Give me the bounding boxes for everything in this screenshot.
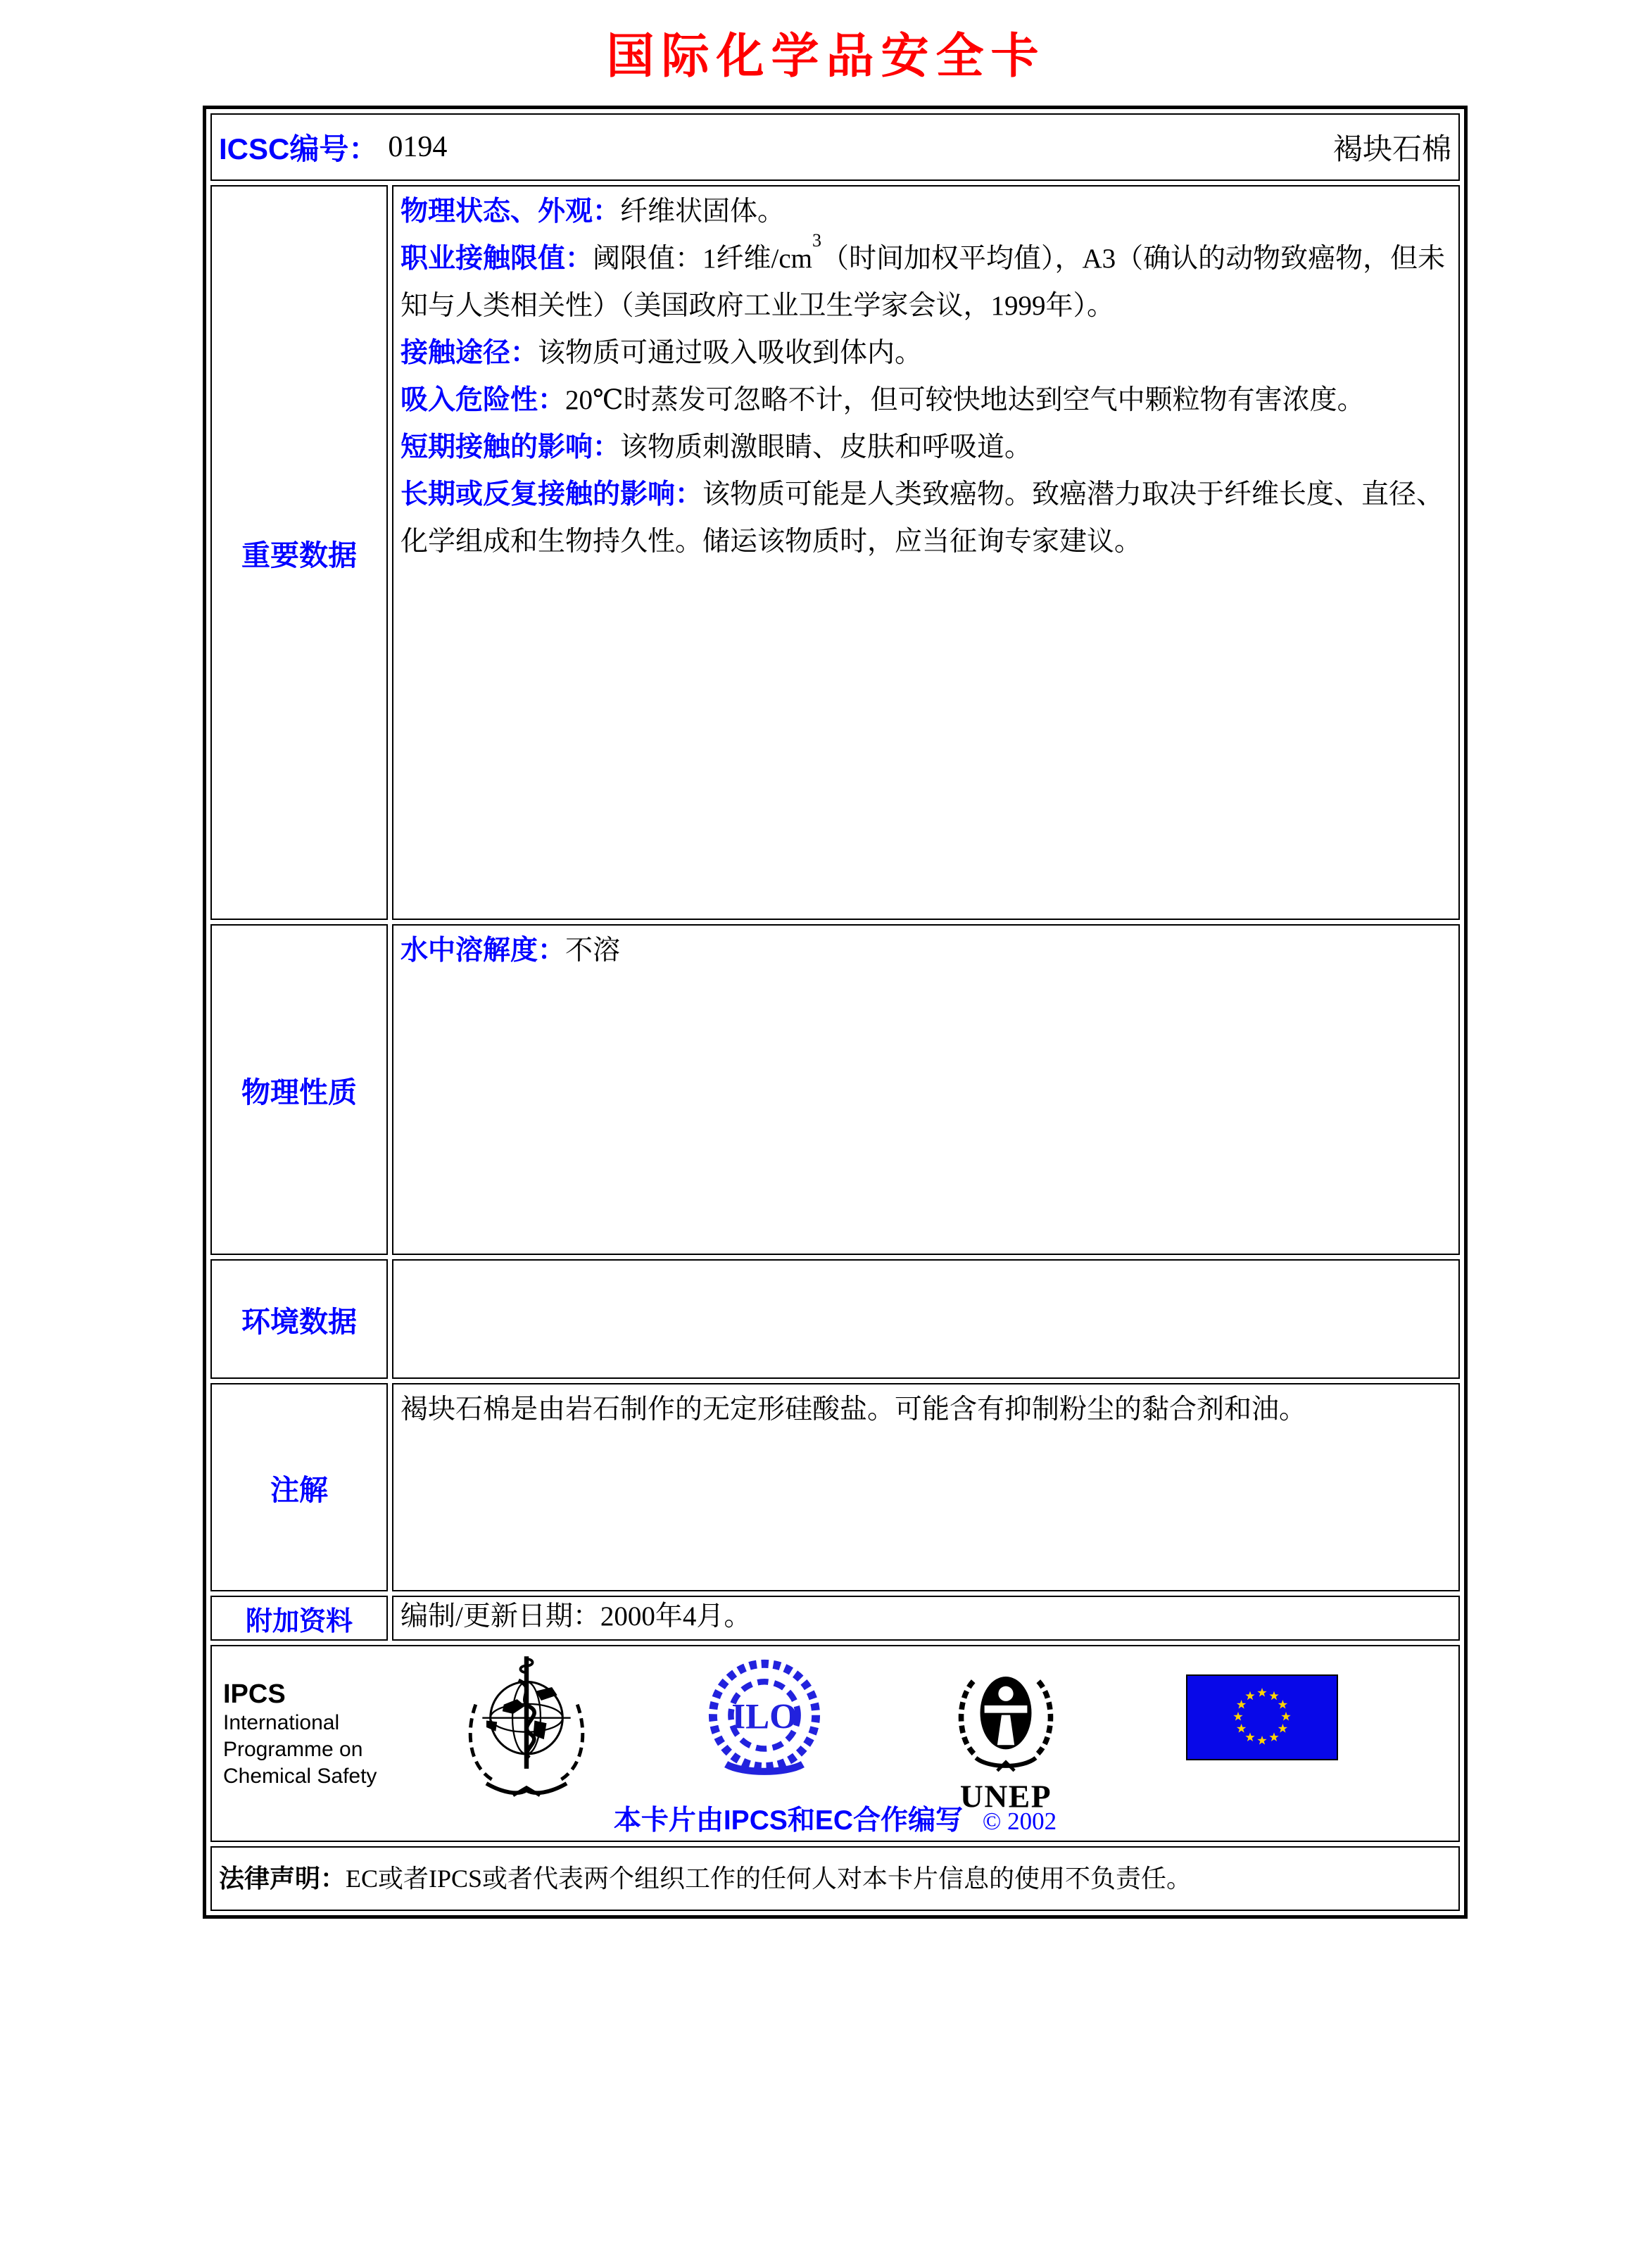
header-row [210, 113, 1460, 181]
important-data-label: 重要数据 [210, 185, 388, 920]
notes-text: 褐块石棉是由岩石制作的无定形硅酸盐。可能含有抑制粉尘的黏合剂和油。 [401, 1394, 1307, 1425]
ipcs-block [223, 1679, 377, 1790]
icsc-number-value: 0194 [388, 131, 448, 163]
inhalation-risk-line: 吸入危险性：20℃时蒸发可忽略不计，但可较快地达到空气中颗粒物有害浓度。 [401, 385, 1365, 415]
exposure-routes-line: 接触途径：该物质可通过吸入吸收到体内。 [401, 338, 923, 368]
water-solubility-line: 水中溶解度：不溶 [401, 935, 621, 966]
ipcs-name-line-1: International [223, 1711, 340, 1734]
environmental-data-row [210, 1259, 1460, 1379]
notes-label: 注解 [210, 1383, 388, 1591]
legal-notice-text: EC或者IPCS或者代表两个组织工作的任何人对本卡片信息的使用不负责任。 [346, 1865, 1192, 1893]
superscript-3: 3 [812, 230, 821, 251]
chemical-name: 褐块石棉 [1332, 134, 1451, 166]
legal-row [210, 1846, 1460, 1911]
cooperation-caption [212, 1798, 1458, 1838]
copyright-text: © 2002 [982, 1807, 1057, 1835]
occupational-exposure-line: 职业接触限值：阈限值：1纤维$/cm^3$（时间加权平均值），A3（确认的动物致癌物，但未知与人类相关性）（美国政府工业卫生学家会议，1999年）。 [401, 230, 1446, 321]
long-term-effects-line: 长期或反复接触的影响：该物质可能是人类致癌物。致癌潜力取决于纤维长度、直径、化学组成和生物持久性。储运该物质时，应当征询专家建议。 [401, 479, 1444, 557]
additional-info-content [392, 1596, 1460, 1641]
who-logo-icon [460, 1651, 593, 1807]
logos-cell [210, 1645, 1460, 1842]
icsc-number-label: ICSC编号： [219, 132, 379, 165]
eu-flag-icon [1186, 1674, 1338, 1764]
ilo-letters: ILO [731, 1697, 797, 1737]
ipcs-name-line-2: Programme on [223, 1738, 363, 1761]
additional-info-label: 附加资料 [210, 1596, 388, 1641]
notes-row [210, 1383, 1460, 1591]
important-data-content [392, 185, 1460, 920]
ipcs-acronym: IPCS [223, 1679, 286, 1709]
additional-info-row [210, 1596, 1460, 1641]
card-header-cell [210, 113, 1460, 181]
caption-text: 本卡片由IPCS和EC合作编写 [613, 1805, 964, 1836]
page-title: 国际化学品安全卡 [606, 30, 1046, 83]
logos-row [210, 1645, 1460, 1842]
important-data-row [210, 185, 1460, 920]
unep-letters: UNEP [959, 1778, 1052, 1814]
short-term-effects-line: 短期接触的影响：该物质刺激眼睛、皮肤和呼吸道。 [401, 432, 1033, 462]
ipcs-name-line-3: Chemical Safety [223, 1765, 377, 1788]
legal-notice-label: 法律声明： [219, 1864, 346, 1893]
safety-card-table [203, 106, 1468, 1919]
physical-properties-row [210, 924, 1460, 1255]
notes-content [392, 1383, 1460, 1591]
ilo-logo-icon [705, 1659, 824, 1782]
physical-properties-label: 物理性质 [210, 924, 388, 1255]
physical-state-line: 物理状态、外观：纤维状固体。 [401, 196, 786, 227]
physical-properties-content [392, 924, 1460, 1255]
update-date-text: 编制/更新日期：2000年4月。 [401, 1601, 752, 1632]
environmental-data-content [392, 1259, 1460, 1379]
unep-logo-icon [952, 1651, 1059, 1817]
environmental-data-label: 环境数据 [210, 1259, 388, 1379]
legal-cell [210, 1846, 1460, 1911]
